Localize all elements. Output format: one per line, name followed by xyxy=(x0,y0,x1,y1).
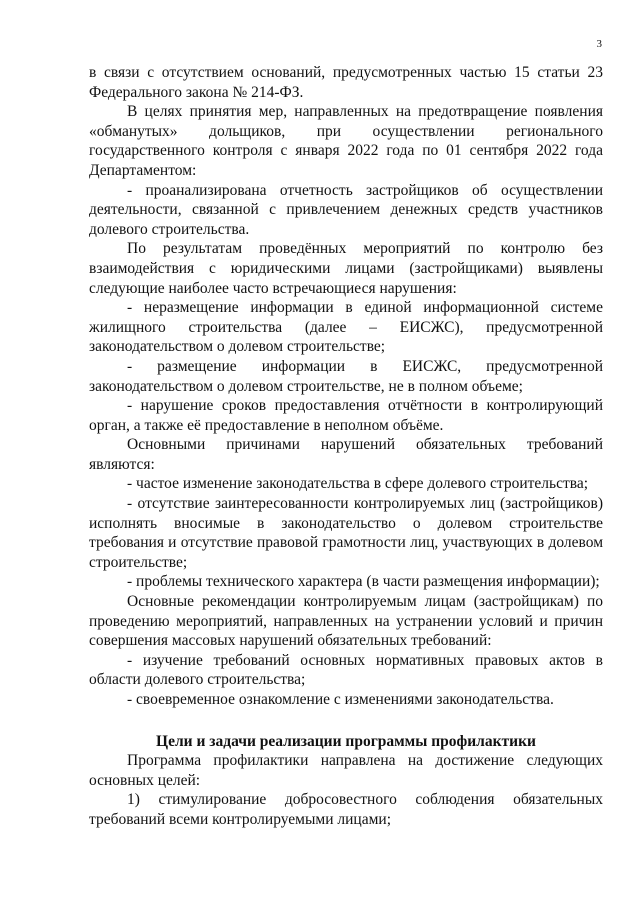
paragraph: 1) стимулирование добросовестного соблюдения обязательных требований всеми контролируемыми лицами; xyxy=(89,791,603,828)
paragraph: - своевременное ознакомление с изменениями законодательства. xyxy=(127,691,554,708)
paragraph: - проанализирована отчетность застройщиков об осуществлении деятельности, связанной с привлечением денежных средств участников долевого строительства. xyxy=(89,181,603,238)
paragraph: - неразмещение информации в единой информационной системе жилищного строительства (далее – ЕИСЖС), предусмотренной законодательством о долевом строительстве; xyxy=(89,299,603,356)
paragraph: Основными причинами нарушений обязательных требований являются: xyxy=(89,436,603,473)
paragraph: В целях принятия мер, направленных на предотвращение появления «обманутых» дольщиков, при осуществлении регионального государственного контроля с января 2022 года по 01 сентября 2022 года Департаментом: xyxy=(89,103,603,179)
page-number: 3 xyxy=(596,38,602,50)
paragraph: По результатам проведённых мероприятий по контролю без взаимодействия с юридическими лицами (застройщиками) выявлены следующие наиболее часто встречающиеся нарушения: xyxy=(89,240,603,297)
paragraph: - изучение требований основных нормативных правовых актов в области долевого строительства; xyxy=(89,651,603,689)
document-body xyxy=(89,63,603,830)
paragraph: - частое изменение законодательства в сфере долевого строительства; xyxy=(127,475,589,493)
paragraph: в связи с отсутствием оснований, предусмотренных частью 15 статьи 23 Федерального закона № 214-ФЗ. xyxy=(89,64,603,101)
paragraph: Основные рекомендации контролируемым лицам (застройщикам) по проведению мероприятий, направленных на устранении условий и причин совершения массовых нарушений обязательных требований: xyxy=(89,593,603,650)
paragraph: Программа профилактики направлена на достижение следующих основных целей: xyxy=(89,752,603,789)
section-spacer xyxy=(89,710,603,732)
paragraph: - отсутствие заинтересованности контролируемых лиц (застройщиков) исполнять вносимые в законодательство о долевом строительстве требования и отсутствие правовой грамотности лиц, участвующих в долевом строительстве; xyxy=(89,495,603,571)
paragraph: - нарушение сроков предоставления отчётности в контролирующий орган, а также её предоставление в неполном объёме. xyxy=(89,397,603,434)
paragraph: - проблемы технического характера (в части размещения информации); xyxy=(127,573,600,591)
section-heading: Цели и задачи реализации программы профилактики xyxy=(156,732,536,750)
paragraph: - размещение информации в ЕИСЖС, предусмотренной законодательством о долевом строительстве, не в полном объеме; xyxy=(89,357,603,395)
